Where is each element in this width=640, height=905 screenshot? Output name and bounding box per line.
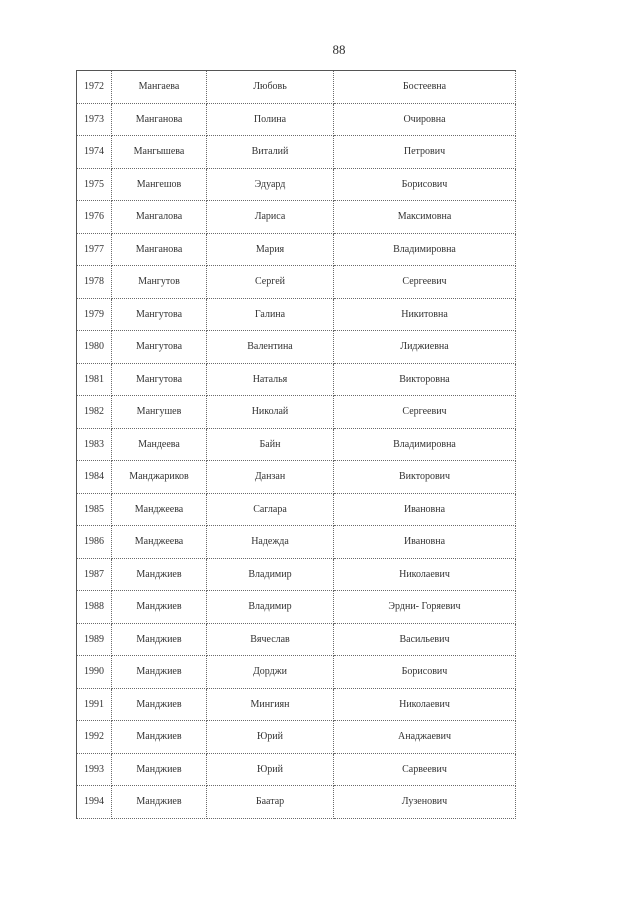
first-name-cell: Лариса [207,201,334,234]
table-row [77,298,516,331]
first-name-cell: Наталья [207,363,334,396]
first-name-cell: Мингиян [207,688,334,721]
first-name-cell: Баатар [207,786,334,819]
patronymic-cell: Бостеевна [334,71,516,104]
last-name-cell: Манганова [112,233,207,266]
table-row [77,233,516,266]
patronymic-cell: Владимировна [334,233,516,266]
row-number-cell: 1987 [77,558,112,591]
first-name-cell: Эдуард [207,168,334,201]
last-name-cell: Мангутов [112,266,207,299]
row-number-cell: 1981 [77,363,112,396]
last-name-cell: Мандеева [112,428,207,461]
table-row [77,461,516,494]
row-number-cell: 1978 [77,266,112,299]
table-row [77,136,516,169]
patronymic-cell: Владимировна [334,428,516,461]
row-number-cell: 1979 [77,298,112,331]
last-name-cell: Мангалова [112,201,207,234]
last-name-cell: Манджеева [112,493,207,526]
row-number-cell: 1980 [77,331,112,364]
last-name-cell: Манджиев [112,591,207,624]
table-row [77,363,516,396]
patronymic-cell: Лиджиевна [334,331,516,364]
table-row [77,201,516,234]
first-name-cell: Юрий [207,753,334,786]
row-number-cell: 1992 [77,721,112,754]
table-row [77,331,516,364]
registry-table [76,70,516,819]
patronymic-cell: Борисович [334,656,516,689]
first-name-cell: Мария [207,233,334,266]
first-name-cell: Виталий [207,136,334,169]
last-name-cell: Мангутова [112,331,207,364]
table-row [77,266,516,299]
table-row [77,656,516,689]
row-number-cell: 1982 [77,396,112,429]
patronymic-cell: Максимовна [334,201,516,234]
table-row [77,526,516,559]
table-row [77,558,516,591]
row-number-cell: 1974 [77,136,112,169]
row-number-cell: 1973 [77,103,112,136]
patronymic-cell: Викторович [334,461,516,494]
page-number: 88 [332,42,346,57]
first-name-cell: Любовь [207,71,334,104]
first-name-cell: Владимир [207,591,334,624]
patronymic-cell: Сергеевич [334,266,516,299]
last-name-cell: Мангутова [112,363,207,396]
last-name-cell: Мангаева [112,71,207,104]
last-name-cell: Манджиев [112,656,207,689]
patronymic-cell: Ивановна [334,493,516,526]
row-number-cell: 1994 [77,786,112,819]
first-name-cell: Данзан [207,461,334,494]
registry-body [77,71,516,819]
patronymic-cell: Викторовна [334,363,516,396]
last-name-cell: Манджиев [112,623,207,656]
row-number-cell: 1989 [77,623,112,656]
first-name-cell: Галина [207,298,334,331]
first-name-cell: Саглара [207,493,334,526]
patronymic-cell: Сергеевич [334,396,516,429]
patronymic-cell: Ивановна [334,526,516,559]
row-number-cell: 1985 [77,493,112,526]
table-row [77,753,516,786]
table-row [77,493,516,526]
table-row [77,786,516,819]
table-row [77,688,516,721]
last-name-cell: Манджиев [112,753,207,786]
table-row [77,71,516,104]
row-number-cell: 1977 [77,233,112,266]
last-name-cell: Манджариков [112,461,207,494]
first-name-cell: Полина [207,103,334,136]
last-name-cell: Манджеева [112,526,207,559]
row-number-cell: 1972 [77,71,112,104]
row-number-cell: 1990 [77,656,112,689]
first-name-cell: Сергей [207,266,334,299]
last-name-cell: Манджиев [112,721,207,754]
patronymic-cell: Борисович [334,168,516,201]
last-name-cell: Манджиев [112,786,207,819]
last-name-cell: Манджиев [112,688,207,721]
row-number-cell: 1975 [77,168,112,201]
last-name-cell: Манганова [112,103,207,136]
patronymic-cell: Петрович [334,136,516,169]
patronymic-cell: Николаевич [334,558,516,591]
last-name-cell: Манджиев [112,558,207,591]
first-name-cell: Вячеслав [207,623,334,656]
row-number-cell: 1976 [77,201,112,234]
first-name-cell: Дорджи [207,656,334,689]
patronymic-cell: Никитовна [334,298,516,331]
table-row [77,428,516,461]
last-name-cell: Мангутова [112,298,207,331]
row-number-cell: 1986 [77,526,112,559]
patronymic-cell: Николаевич [334,688,516,721]
patronymic-cell: Васильевич [334,623,516,656]
patronymic-cell: Лузенович [334,786,516,819]
first-name-cell: Владимир [207,558,334,591]
table-row [77,396,516,429]
last-name-cell: Мангешов [112,168,207,201]
first-name-cell: Надежда [207,526,334,559]
patronymic-cell: Эрдни- Горяевич [334,591,516,624]
patronymic-cell: Анаджаевич [334,721,516,754]
last-name-cell: Мангушев [112,396,207,429]
table-row [77,623,516,656]
row-number-cell: 1991 [77,688,112,721]
table-row [77,591,516,624]
first-name-cell: Юрий [207,721,334,754]
table-row [77,721,516,754]
row-number-cell: 1984 [77,461,112,494]
patronymic-cell: Очировна [334,103,516,136]
last-name-cell: Мангышева [112,136,207,169]
table-row [77,168,516,201]
patronymic-cell: Сарвеевич [334,753,516,786]
table-row [77,103,516,136]
row-number-cell: 1993 [77,753,112,786]
first-name-cell: Николай [207,396,334,429]
first-name-cell: Валентина [207,331,334,364]
row-number-cell: 1988 [77,591,112,624]
row-number-cell: 1983 [77,428,112,461]
first-name-cell: Байн [207,428,334,461]
